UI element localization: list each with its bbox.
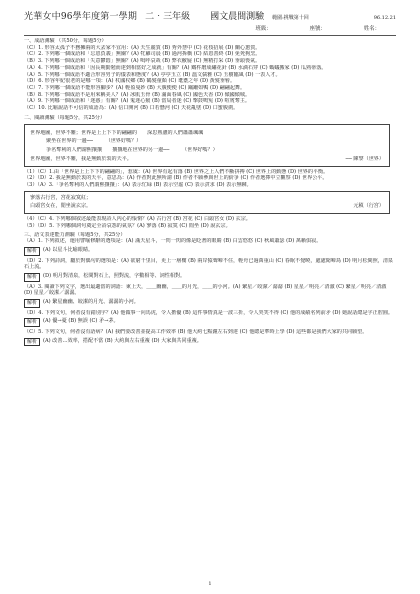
class-label: 班級： bbox=[255, 25, 272, 32]
question-item: （C）2. 下列哪一個成語和「忘恩負義」無關？(A) 牝雞司晨 (B) 過河拆橋 (C) 結恩善終 (D) 免死狗烹。 bbox=[24, 51, 261, 58]
poem-line bbox=[30, 203, 384, 210]
question-item: （2）（D）2. 我是無動於衷的天平，意思為：(A) 作者對此無所謂 (B) 作者不願參與世上的紛爭 (C) 作者選擇中立觀察 (D) 世界公平。 bbox=[24, 175, 328, 182]
question-item: （A）9. 下列哪一個成語和「迷惑」有關？(A) 鬼迷心竅 (B) 當局者迷 (C) 擊鼓鳴冤 (D) 喧賓奪主。 bbox=[24, 98, 250, 105]
poem-box bbox=[24, 191, 390, 214]
question-item: （5）（D）5. 下列哪個詞句奠定全詩哀怨的氣氛？(A) 寥落 (B) 寂寞 (C) 閒坐 (D) 說玄宗。 bbox=[24, 222, 231, 229]
explanation-text: (A) 改善…效率，搭配不當 (B) 大約與左右重複 (D) 大家與共同重複。 bbox=[43, 337, 202, 344]
grade-text: 二‧三年級 bbox=[145, 12, 191, 22]
question-item: （B）3. 下列哪一個成語和「失意鬱悶」無關？(A) 嗚呼哀哉 (B) 弊衣敝屣 (C) 無精打采 (D) 垂頭喪氣。 bbox=[24, 58, 261, 65]
section-idioms bbox=[24, 38, 396, 112]
explanation-row bbox=[24, 299, 396, 308]
poem-line-1: 寥落古行宮，宮花寂寞紅； bbox=[30, 194, 92, 201]
page-number: 1 bbox=[208, 581, 212, 588]
question-item: （1）（C）1.由「世界是上上下下的翩翩的」，惹虞：(A) 世界有起有落 (B) 世界之上人們不斷拼搏 (C) 世界上的動態 (D) 世界的平衡。 bbox=[24, 168, 329, 175]
question-item: （C）1. 形容太孤子不務擁兩的大丟家不宜用：(A) 天生麗質 (B) 秀外慧中 (C) 花枝招展 (D) 蘭心蕙質。 bbox=[24, 44, 261, 51]
reading-passage-box bbox=[24, 124, 390, 167]
passage-line: 世界地圖，世界不難，我是無動於衷的天平。 bbox=[30, 155, 132, 162]
question-item: （C）7. 下列哪一個成語不能形容腳步？(A) 輕盈曼妙 (B) 大腹便便 (C) 蹣跚如鴨 (D) 翩翩起舞。 bbox=[24, 85, 246, 92]
passage-line: 聚坐在世界的一邊── （世界好嗎？） bbox=[46, 138, 142, 145]
question-item: （B）8. 下列哪一個成語不是用來稱美人？(A) 冰肌玉骨 (B) 滿面春風 (C) 國色天香 (D) 傾國傾城。 bbox=[24, 91, 251, 98]
explanation-text: (D) 明月對清泉，松間對石上，照對流，字數相等、詞性相對。 bbox=[43, 273, 186, 279]
poem-author: 元稹（行宮） bbox=[353, 203, 384, 210]
explanation-tag: 解析 bbox=[24, 299, 40, 308]
section-title: 三、語文表達能力測驗（每題5分，共25分） bbox=[24, 231, 126, 238]
explanation-tag: 解析 bbox=[24, 273, 40, 282]
passage-line: 爭名奪利的人們謂熙攘攘 攘攘地在世界的另一邊── （世界好嗎？） bbox=[46, 147, 218, 154]
explanation-row bbox=[24, 338, 396, 347]
section-title: 二、閱讀測驗（每題5分，共25分） bbox=[24, 114, 106, 121]
explanation-row bbox=[24, 247, 396, 256]
question-item: （A）1. 下列敘述，運用譬喻修辭的選項是：(A) 滿天星斗，一閃一閃的像是眨著的眼睛 (B) 白雲悠悠 (C) 秋風蕭瑟 (D) 萬籟俱寂。 bbox=[24, 238, 322, 245]
explanation-text: (A) 優→憂 (B) 無誤 (C) 矛→茅。 bbox=[43, 318, 119, 325]
seat-label: 座號： bbox=[309, 25, 326, 32]
question-item: （A）5. 下列哪一個成語不適合形容男子的儀表和態度？(A) 亭亭玉立 (B) 溫文儒雅 (C) 玉樹臨風 (D) 一表人才。 bbox=[24, 71, 281, 78]
poem-line-2: 白頭宮女在，閒坐說玄宗。 bbox=[30, 203, 92, 210]
school-name: 光華女中 bbox=[24, 12, 61, 22]
passage-line: 世界地圖，世界不難；世界是上上下下的翩翩的 深思熟慮的人們蕭蕭颯颯 bbox=[30, 129, 204, 136]
section-title: 一、成語測驗 （共50分，每題5分） bbox=[24, 38, 107, 44]
header-divider bbox=[24, 35, 396, 36]
exam-title: 國文晨間測驗 bbox=[210, 12, 265, 22]
name-label: 姓名： bbox=[363, 25, 380, 32]
question-item: （D）6. 形容年紀很老的是哪一項：(A) 杖國杖鄉 (B) 鶴髮童顏 (C) 耄耋之年 (D) 黃髮垂髫。 bbox=[24, 78, 236, 85]
question-item: （D）2. 下列詩詞，屬於對偶句的選項是：(A) 欲窮千里目，更上一層樓 (B) 兩岸猿聲啼不住，輕舟已過萬重山 (C) 春眠不覺曉，處處聞啼鳥 (D) 明月松間照，清泉石上流。 bbox=[24, 257, 394, 271]
explanation-text: (A) 以星斗比喻眼睛。 bbox=[43, 246, 94, 253]
exam-date: 96.12.21 bbox=[373, 15, 396, 21]
passage-author: ── 陳黎（世界） bbox=[345, 155, 384, 162]
question-item: （C）5. 下列文句，何者沒有語病？(A) 我們要改善並提高工作效率 (B) 他大約七點鐘左右到達 (C) 他總是準時上學 (D) 這些都是我們大家的共同願望。 bbox=[24, 328, 368, 335]
explanation-tag: 解析 bbox=[24, 318, 40, 327]
question-item: （4）（C）4. 下列哪個敘述最能表現詩人內心的悵惘？(A) 古行宮 (B) 宮花 (C) 白頭宮女 (D) 玄宗。 bbox=[24, 216, 251, 223]
question-item: （C）10. 比喻說話不可信的成語為：(A) 信口開河 (B) 口若懸河 (C) 天花亂墜 (D) 口蜜腹劍。 bbox=[24, 105, 239, 112]
exam-header bbox=[24, 12, 396, 24]
student-info bbox=[24, 26, 380, 33]
passage-last-line bbox=[30, 156, 384, 163]
section-expression bbox=[24, 232, 396, 347]
question-item: （A）4. 下列哪一個成語和「因長期勤勉而達到相當好之成就」有關？(A) 鐵杵磨成繡花針 (B) 水滴石穿 (C) 螞蟻搬家 (D) 瓜熟蒂落。 bbox=[24, 64, 327, 71]
explanation-tag: 解析 bbox=[24, 247, 40, 256]
explanation-tag: 解析 bbox=[24, 338, 40, 347]
poem-line bbox=[30, 195, 384, 202]
explanation-row bbox=[24, 318, 396, 327]
question-item: （D）4. 下列文句，何者沒有錯別字？(A) 他做事一向馬虎，令人擔優 (B) 這件事情真是一波三折，令人哭笑不得 (C) 他的成績名列前矛 (D) 她說話總是字正腔圓。 bbox=[24, 309, 394, 316]
explanation-text: (A) 繁星幽幽、皎潔的月光、潺潺的小河。 bbox=[43, 299, 139, 306]
question-item: （A）3. 閱讀下列文字，選出最適當的詞語：東上天，＿＿幽幽，＿＿的月光，＿＿的小河。(A) 繁星／皎潔／潺潺 (B) 星星／明亮／清澈 (C) 繁星／明亮／清澈 (D) 星星／皎潔／潺潺。 bbox=[24, 283, 387, 297]
question-item: （3）（A）3.「爭名奪利的人們謂熙攘攘」：(A) 表示忙碌 (B) 表示空虛 (C) 表示貪求 (D) 表示無聊。 bbox=[24, 181, 252, 188]
exam-range: 範圍:挑戰第十回 bbox=[272, 15, 309, 21]
term-text: 96學年度第一學期 bbox=[60, 12, 138, 22]
explanation-row bbox=[24, 273, 396, 282]
section-reading bbox=[24, 115, 396, 230]
